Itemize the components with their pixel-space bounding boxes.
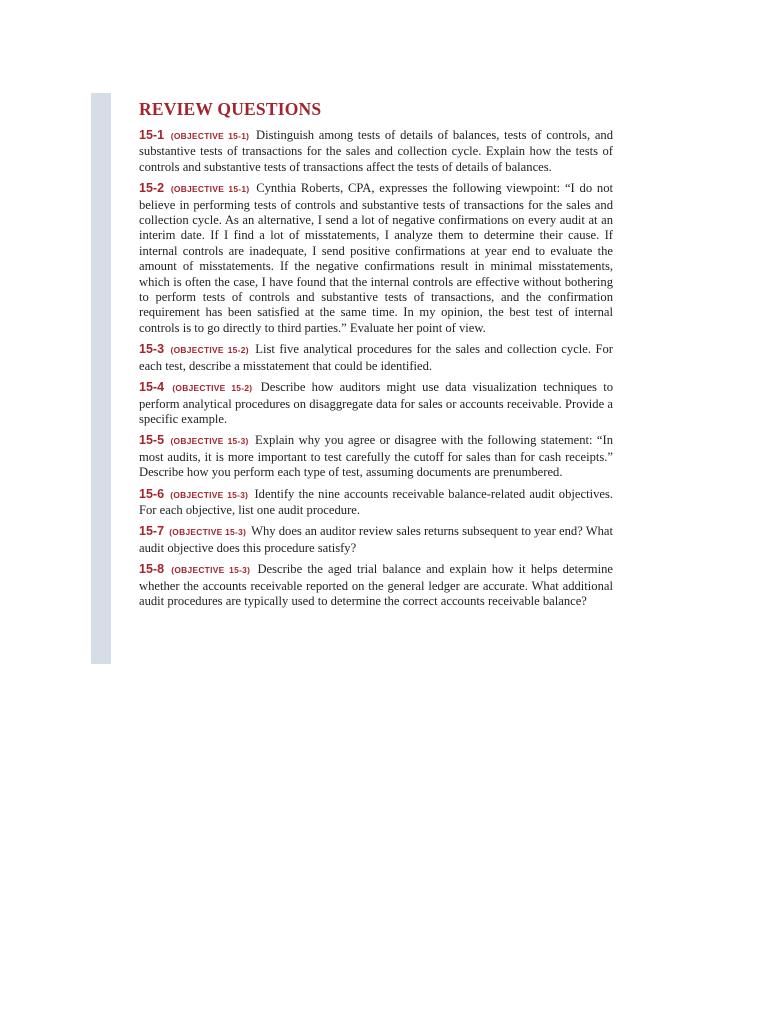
question-number: 15-7 — [139, 524, 165, 539]
question-objective: (OBJECTIVE 15-3) — [170, 436, 249, 447]
question-objective: (OBJECTIVE 15-1) — [170, 184, 250, 195]
question-15-1 — [139, 128, 613, 175]
question-15-3 — [139, 342, 613, 374]
section-heading: REVIEW QUESTIONS — [139, 99, 322, 119]
question-text: Explain why you agree or disagree with the following statement: “In most audits, it is more important to test carefully the cutoff for sales than for cash receipts.” Describe how you perform each type of test, assuming documents are prenumbered. — [139, 433, 614, 480]
question-15-5 — [139, 433, 613, 480]
review-questions-section — [139, 98, 613, 615]
question-objective: (OBJECTIVE 15-2) — [172, 383, 253, 394]
question-15-6 — [139, 487, 613, 519]
question-objective: (OBJECTIVE 15-1) — [170, 131, 250, 141]
question-objective: (OBJECTIVE 15-3) — [171, 565, 251, 576]
question-text: Describe how auditors might use data visualization techniques to perform analytical procedures on disaggregate data for sales or accounts receivable. Provide a specific example. — [139, 380, 614, 426]
question-number: 15-2 — [139, 181, 165, 196]
question-text: Cynthia Roberts, CPA, expresses the following viewpoint: “I do not believe in performing tests of controls and substantive tests of transactions for the sales and collection cycle. As an alternative, I send a lot of negative confirmations on every audit at an interim date. If I find a lot of misstatements, I analyze them to determine their cause. If internal controls are inadequate, I send positive confirmations at year end to evaluate the amount of misstatements. If the negative confirmations result in minimal misstatements, which is often the case, I have found that the internal controls are effective without bothering to perform tests of controls and substantive tests of transactions, and the confirmation requirement has been satisfied at the same time. In my opinion, the best test of internal controls is to go directly to third parties.” Evaluate her point of view. — [139, 181, 613, 335]
question-number: 15-4 — [139, 380, 165, 395]
margin-bar — [91, 93, 111, 664]
question-objective: (OBJECTIVE 15-2) — [170, 345, 249, 356]
question-15-2 — [139, 181, 613, 336]
question-number: 15-6 — [139, 486, 165, 501]
question-number: 15-5 — [139, 433, 165, 448]
question-objective: (OBJECTIVE 15-3) — [169, 527, 247, 538]
question-number: 15-3 — [139, 342, 165, 357]
question-15-8 — [139, 562, 613, 609]
question-text: Describe the aged trial balance and explain how it helps determine whether the accounts receivable reported on the general ledger are accurate. What additional audit procedures are typically used to determine the correct accounts receivable balance? — [139, 562, 613, 608]
question-text: Distinguish among tests of details of balances, tests of controls, and substantive tests of transactions for the sales and collection cycle. Explain how the tests of controls and substantive tests of transactions affect the tests of details of balances. — [139, 128, 614, 174]
question-text: Why does an auditor review sales returns subsequent to year end? What audit objective does this procedure satisfy? — [139, 524, 613, 555]
question-text: List five analytical procedures for the sales and collection cycle. For each test, describe a misstatement that could be identified. — [139, 342, 613, 373]
question-text: Identify the nine accounts receivable balance-related audit objectives. For each objective, list one audit procedure. — [139, 486, 614, 517]
question-number: 15-1 — [139, 128, 165, 142]
question-15-7 — [139, 524, 613, 556]
question-number: 15-8 — [139, 562, 165, 577]
question-objective: (OBJECTIVE 15-3) — [170, 489, 249, 500]
question-15-4 — [139, 380, 613, 427]
